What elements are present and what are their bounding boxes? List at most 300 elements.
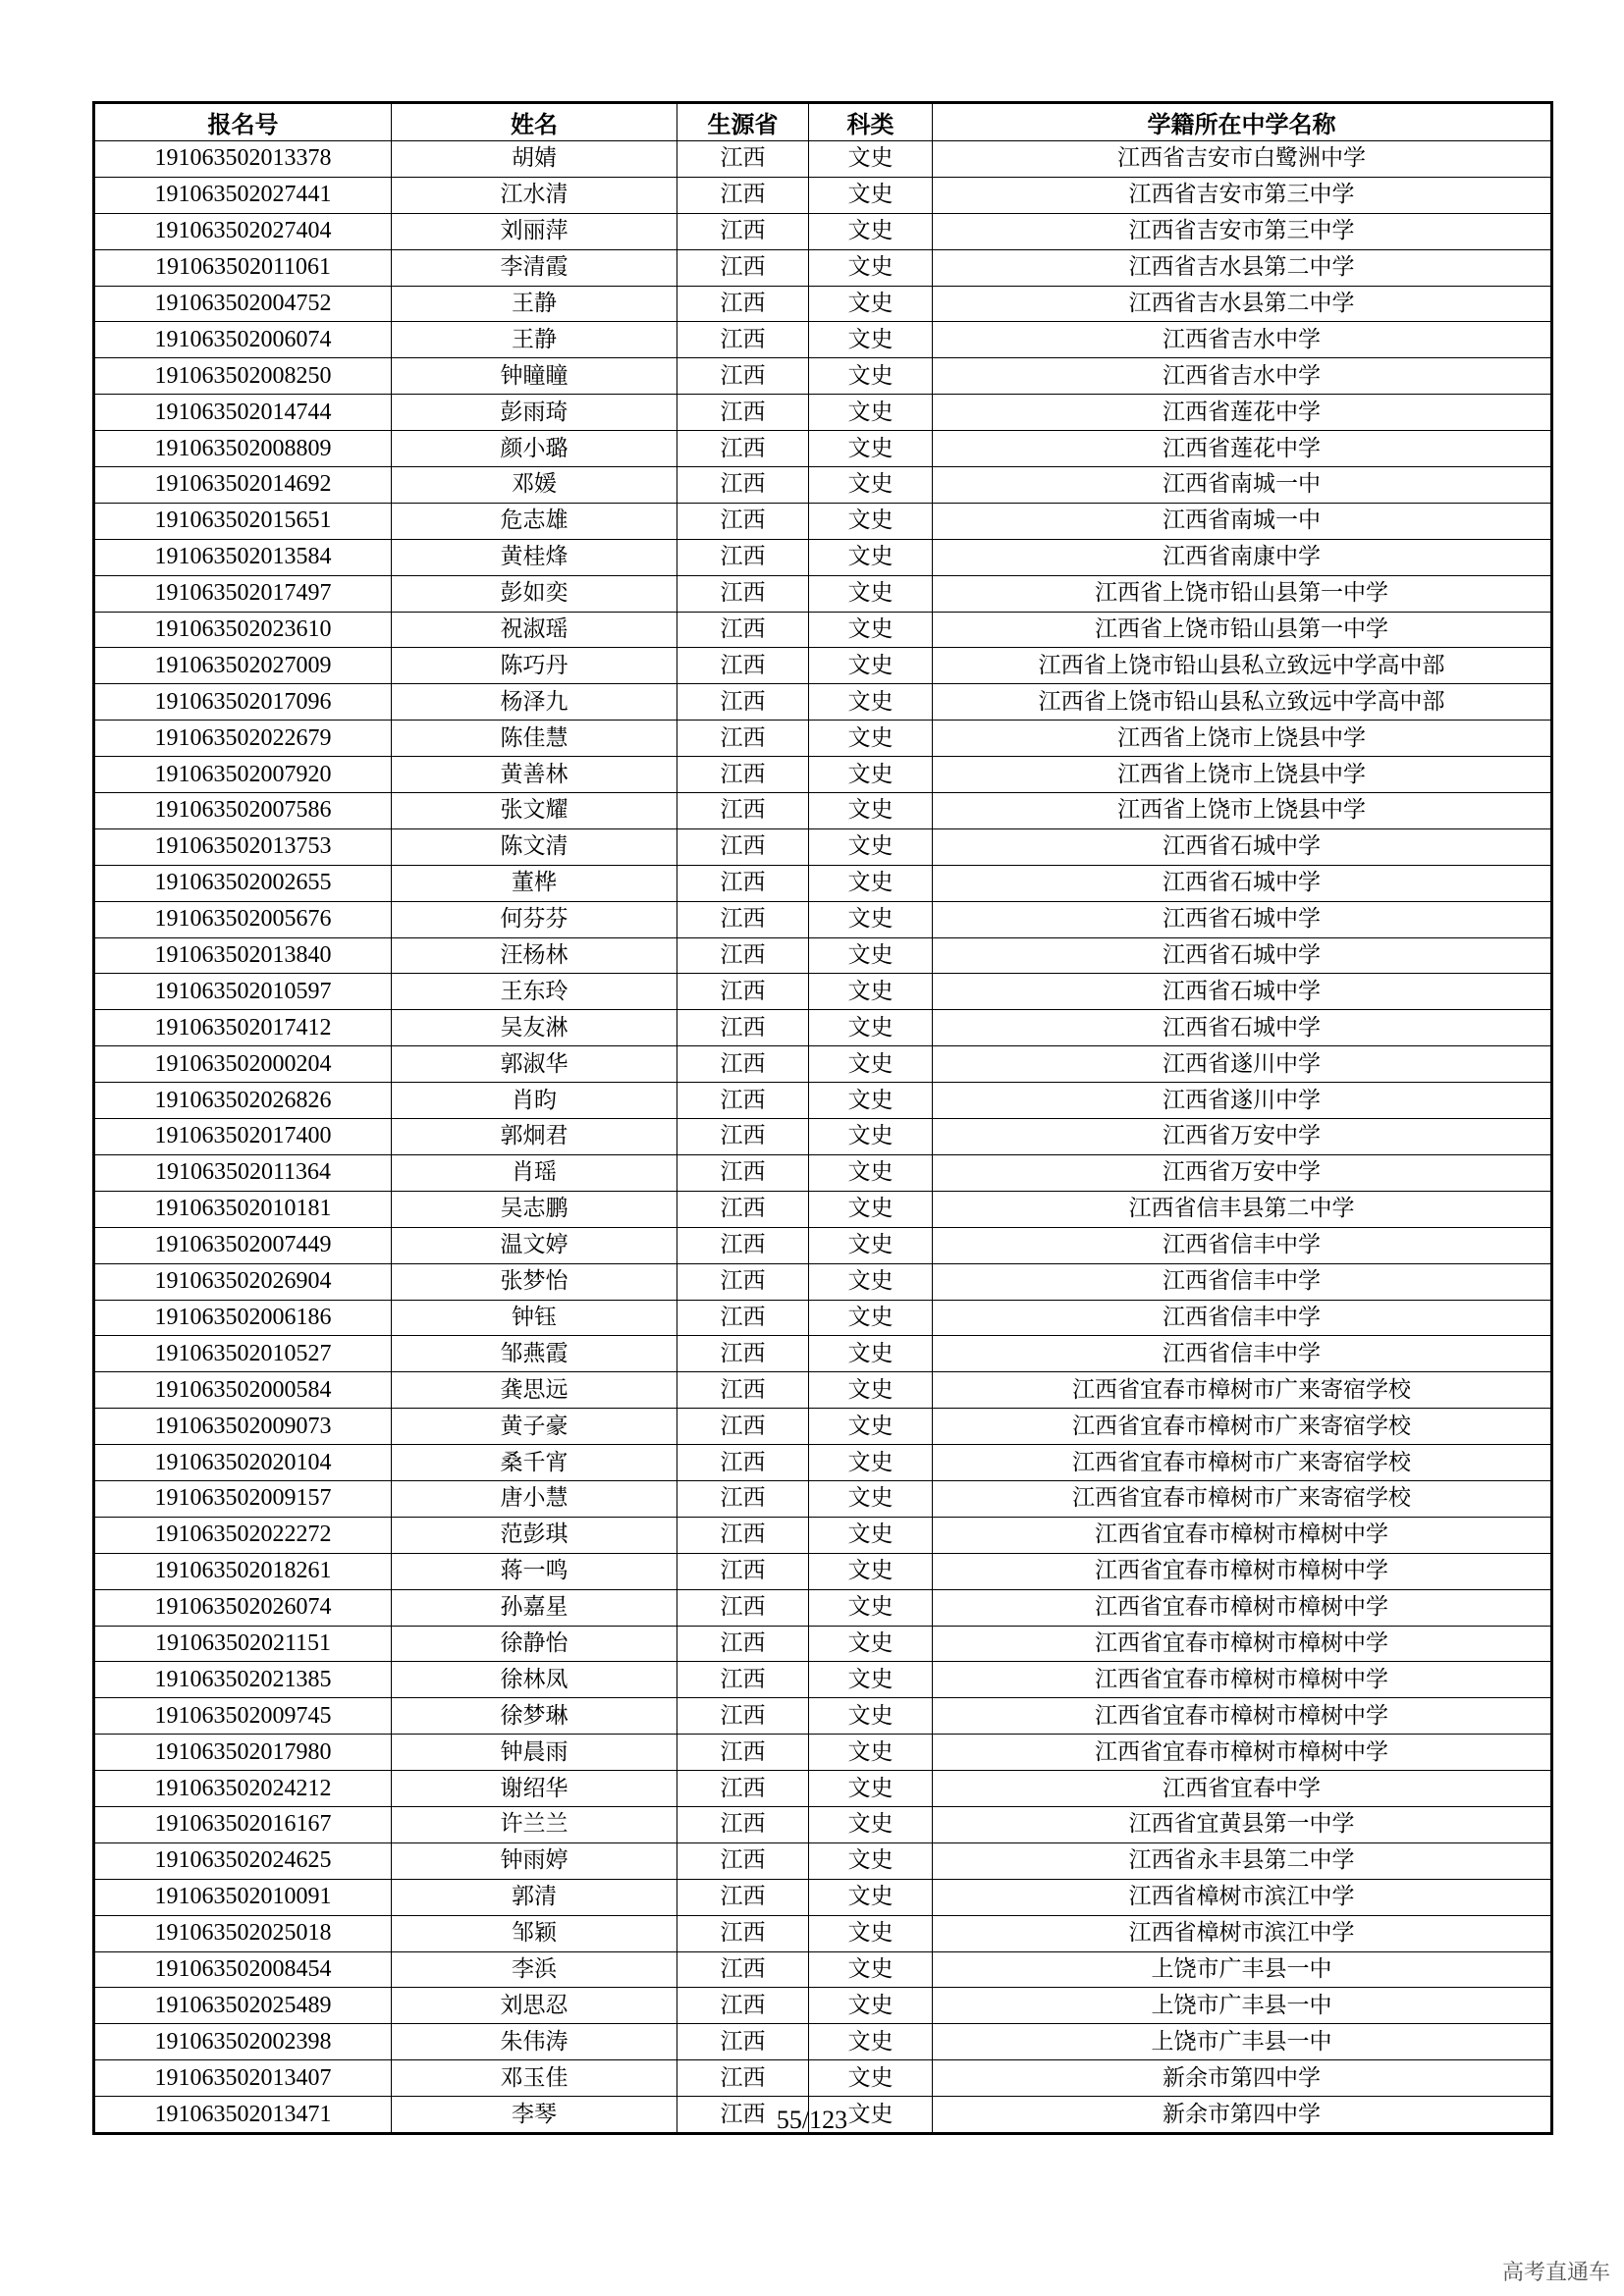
school-cell: 江西省万安中学 [933,1119,1552,1155]
table-row [94,1517,1552,1553]
name-cell: 孙嘉星 [392,1589,677,1626]
registration-number-cell: 191063502005676 [94,901,392,937]
province-cell: 江西 [677,1735,809,1771]
category-cell: 文史 [809,648,933,684]
school-cell: 江西省上饶市铅山县第一中学 [933,612,1552,648]
school-cell: 上饶市广丰县一中 [933,1988,1552,2024]
category-cell: 文史 [809,395,933,431]
table-row [94,1806,1552,1842]
registration-number-cell: 191063502009745 [94,1698,392,1735]
name-cell: 胡婧 [392,141,677,178]
category-cell: 文史 [809,1263,933,1300]
school-cell: 江西省宜春市樟树市樟树中学 [933,1517,1552,1553]
category-cell: 文史 [809,177,933,213]
table-row [94,322,1552,358]
school-cell: 江西省吉安市第三中学 [933,177,1552,213]
table-row [94,1771,1552,1807]
table-row [94,1227,1552,1263]
category-cell: 文史 [809,793,933,829]
registration-number-cell: 191063502013378 [94,141,392,178]
name-cell: 钟钰 [392,1300,677,1336]
school-cell: 江西省宜春市樟树市樟树中学 [933,1553,1552,1589]
registration-number-cell: 191063502015651 [94,503,392,539]
category-cell: 文史 [809,1372,933,1409]
category-cell: 文史 [809,467,933,504]
name-cell: 邓玉佳 [392,2060,677,2097]
school-cell: 江西省万安中学 [933,1154,1552,1191]
table-row [94,1263,1552,1300]
category-cell: 文史 [809,1409,933,1445]
province-cell: 江西 [677,648,809,684]
registration-number-cell: 191063502009157 [94,1480,392,1517]
school-cell: 江西省宜春市樟树市广来寄宿学校 [933,1409,1552,1445]
registration-number-cell: 191063502017980 [94,1735,392,1771]
table-row [94,865,1552,901]
registration-number-cell: 191063502021385 [94,1662,392,1698]
table-row [94,828,1552,865]
school-cell: 江西省信丰中学 [933,1263,1552,1300]
category-cell: 文史 [809,1589,933,1626]
category-cell: 文史 [809,684,933,721]
registration-number-cell: 191063502013840 [94,937,392,974]
name-cell: 郭清 [392,1879,677,1915]
province-cell: 江西 [677,937,809,974]
table-row [94,2024,1552,2060]
registration-number-cell: 191063502027009 [94,648,392,684]
school-cell: 江西省樟树市滨江中学 [933,1915,1552,1951]
registration-number-cell: 191063502010091 [94,1879,392,1915]
registration-number-cell: 191063502024625 [94,1842,392,1879]
school-cell: 江西省石城中学 [933,865,1552,901]
category-cell: 文史 [809,1227,933,1263]
school-cell: 江西省上饶市铅山县私立致远中学高中部 [933,684,1552,721]
province-cell: 江西 [677,1010,809,1046]
category-cell: 文史 [809,1445,933,1481]
category-cell: 文史 [809,1119,933,1155]
school-cell: 江西省遂川中学 [933,1083,1552,1119]
table-row [94,539,1552,575]
province-cell: 江西 [677,1372,809,1409]
school-cell: 江西省上饶市上饶县中学 [933,793,1552,829]
school-cell: 江西省石城中学 [933,974,1552,1010]
table-row [94,974,1552,1010]
school-cell: 江西省南城一中 [933,503,1552,539]
school-cell: 江西省宜春市樟树市樟树中学 [933,1698,1552,1735]
name-cell: 李浜 [392,1951,677,1988]
province-cell: 江西 [677,1154,809,1191]
school-cell: 江西省宜春市樟树市樟树中学 [933,1626,1552,1662]
school-cell: 江西省信丰中学 [933,1336,1552,1372]
name-cell: 江水清 [392,177,677,213]
registration-number-cell: 191063502007586 [94,793,392,829]
name-cell: 桑千宵 [392,1445,677,1481]
name-cell: 刘丽萍 [392,213,677,249]
province-cell: 江西 [677,757,809,793]
table-body [94,141,1552,2134]
registration-number-cell: 191063502022679 [94,721,392,757]
school-cell: 江西省吉水中学 [933,322,1552,358]
province-cell: 江西 [677,1988,809,2024]
school-cell: 江西省宜春市樟树市樟树中学 [933,1589,1552,1626]
province-cell: 江西 [677,1806,809,1842]
registration-number-cell: 191063502000584 [94,1372,392,1409]
category-cell: 文史 [809,2060,933,2097]
table-row [94,1336,1552,1372]
registration-number-cell: 191063502002398 [94,2024,392,2060]
province-cell: 江西 [677,974,809,1010]
province-cell: 江西 [677,1263,809,1300]
watermark: 高考直通车 [1501,2261,1610,2285]
registration-number-cell: 191063502017096 [94,684,392,721]
category-cell: 文史 [809,2024,933,2060]
province-cell: 江西 [677,1445,809,1481]
category-cell: 文史 [809,1842,933,1879]
name-cell: 汪杨林 [392,937,677,974]
registration-number-cell: 191063502017412 [94,1010,392,1046]
name-cell: 范彭琪 [392,1517,677,1553]
name-cell: 龚思远 [392,1372,677,1409]
school-cell: 江西省石城中学 [933,828,1552,865]
page-number: 55/123 [776,2106,848,2134]
table-row [94,1445,1552,1481]
registration-number-cell: 191063502006186 [94,1300,392,1336]
name-cell: 陈佳慧 [392,721,677,757]
registration-number-cell: 191063502006074 [94,322,392,358]
province-cell: 江西 [677,612,809,648]
table-row [94,1480,1552,1517]
name-cell: 邓媛 [392,467,677,504]
registration-number-cell: 191063502026074 [94,1589,392,1626]
registration-number-cell: 191063502026904 [94,1263,392,1300]
name-cell: 邹颖 [392,1915,677,1951]
school-cell: 江西省宜春市樟树市樟树中学 [933,1662,1552,1698]
school-cell: 江西省石城中学 [933,901,1552,937]
province-cell: 江西 [677,539,809,575]
category-cell: 文史 [809,575,933,612]
name-cell: 温文婷 [392,1227,677,1263]
province-cell: 江西 [677,2097,809,2134]
name-cell: 蒋一鸣 [392,1553,677,1589]
table-row [94,1083,1552,1119]
category-cell: 文史 [809,974,933,1010]
table-row [94,395,1552,431]
category-cell: 文史 [809,1083,933,1119]
province-cell: 江西 [677,1409,809,1445]
name-cell: 颜小璐 [392,431,677,467]
category-cell: 文史 [809,141,933,178]
province-cell: 江西 [677,358,809,395]
table-row [94,793,1552,829]
category-cell: 文史 [809,1915,933,1951]
name-cell: 肖瑶 [392,1154,677,1191]
province-cell: 江西 [677,575,809,612]
table-row [94,1698,1552,1735]
name-cell: 黄桂烽 [392,539,677,575]
registration-number-cell: 191063502007920 [94,757,392,793]
name-cell: 危志雄 [392,503,677,539]
school-cell: 江西省莲花中学 [933,395,1552,431]
table-row [94,575,1552,612]
registration-number-cell: 191063502008454 [94,1951,392,1988]
header-province: 生源省 [677,103,809,141]
registration-number-cell: 191063502018261 [94,1553,392,1589]
school-cell: 江西省宜黄县第一中学 [933,1806,1552,1842]
admission-roster-table [92,101,1553,2135]
province-cell: 江西 [677,1517,809,1553]
category-cell: 文史 [809,1662,933,1698]
province-cell: 江西 [677,1083,809,1119]
table-row [94,1553,1552,1589]
table-row [94,2060,1552,2097]
registration-number-cell: 191063502007449 [94,1227,392,1263]
header-name: 姓名 [392,103,677,141]
category-cell: 文史 [809,1191,933,1227]
school-cell: 江西省上饶市上饶县中学 [933,721,1552,757]
province-cell: 江西 [677,1879,809,1915]
province-cell: 江西 [677,828,809,865]
table-row [94,141,1552,178]
category-cell: 文史 [809,937,933,974]
category-cell: 文史 [809,721,933,757]
registration-number-cell: 191063502009073 [94,1409,392,1445]
name-cell: 朱伟涛 [392,2024,677,2060]
header-category: 科类 [809,103,933,141]
school-cell: 江西省上饶市铅山县私立致远中学高中部 [933,648,1552,684]
school-cell: 江西省石城中学 [933,1010,1552,1046]
category-cell: 文史 [809,249,933,286]
name-cell: 钟晨雨 [392,1735,677,1771]
table-row [94,431,1552,467]
province-cell: 江西 [677,1119,809,1155]
province-cell: 江西 [677,177,809,213]
province-cell: 江西 [677,1480,809,1517]
name-cell: 陈巧丹 [392,648,677,684]
province-cell: 江西 [677,2060,809,2097]
name-cell: 肖昀 [392,1083,677,1119]
province-cell: 江西 [677,721,809,757]
category-cell: 文史 [809,1336,933,1372]
school-cell: 上饶市广丰县一中 [933,1951,1552,1988]
category-cell: 文史 [809,539,933,575]
province-cell: 江西 [677,431,809,467]
table-row [94,1626,1552,1662]
table-row [94,1300,1552,1336]
category-cell: 文史 [809,865,933,901]
category-cell: 文史 [809,1806,933,1842]
category-cell: 文史 [809,503,933,539]
category-cell: 文史 [809,431,933,467]
table-row [94,1046,1552,1083]
registration-number-cell: 191063502023610 [94,612,392,648]
school-cell: 江西省上饶市上饶县中学 [933,757,1552,793]
registration-number-cell: 191063502025018 [94,1915,392,1951]
category-cell: 文史 [809,2097,933,2134]
category-cell: 文史 [809,1046,933,1083]
name-cell: 郭淑华 [392,1046,677,1083]
school-cell: 江西省石城中学 [933,937,1552,974]
category-cell: 文史 [809,1626,933,1662]
school-cell: 江西省宜春市樟树市樟树中学 [933,1735,1552,1771]
registration-number-cell: 191063502011364 [94,1154,392,1191]
school-cell: 江西省信丰中学 [933,1300,1552,1336]
name-cell: 彭雨琦 [392,395,677,431]
school-cell: 江西省宜春市樟树市广来寄宿学校 [933,1480,1552,1517]
table-row [94,1951,1552,1988]
header-registration-number: 报名号 [94,103,392,141]
table-row [94,358,1552,395]
province-cell: 江西 [677,793,809,829]
name-cell: 彭如奕 [392,575,677,612]
table-row [94,1735,1552,1771]
category-cell: 文史 [809,1879,933,1915]
category-cell: 文史 [809,286,933,322]
category-cell: 文史 [809,901,933,937]
name-cell: 黄子豪 [392,1409,677,1445]
registration-number-cell: 191063502008809 [94,431,392,467]
name-cell: 张文耀 [392,793,677,829]
province-cell: 江西 [677,1626,809,1662]
table-row [94,937,1552,974]
province-cell: 江西 [677,322,809,358]
school-cell: 江西省遂川中学 [933,1046,1552,1083]
category-cell: 文史 [809,1517,933,1553]
province-cell: 江西 [677,249,809,286]
province-cell: 江西 [677,901,809,937]
name-cell: 杨泽九 [392,684,677,721]
province-cell: 江西 [677,1951,809,1988]
name-cell: 唐小慧 [392,1480,677,1517]
school-cell: 江西省信丰中学 [933,1227,1552,1263]
school-cell: 江西省吉安市白鹭洲中学 [933,141,1552,178]
province-cell: 江西 [677,1336,809,1372]
name-cell: 李琴 [392,2097,677,2134]
table-row [94,1119,1552,1155]
category-cell: 文史 [809,1154,933,1191]
school-cell: 新余市第四中学 [933,2060,1552,2097]
name-cell: 徐林凤 [392,1662,677,1698]
province-cell: 江西 [677,1191,809,1227]
name-cell: 吴友淋 [392,1010,677,1046]
name-cell: 王东玲 [392,974,677,1010]
category-cell: 文史 [809,612,933,648]
school-cell: 江西省南城一中 [933,467,1552,504]
name-cell: 邹燕霞 [392,1336,677,1372]
province-cell: 江西 [677,467,809,504]
category-cell: 文史 [809,213,933,249]
table-row [94,1915,1552,1951]
name-cell: 钟瞳瞳 [392,358,677,395]
name-cell: 陈文清 [392,828,677,865]
school-cell: 新余市第四中学 [933,2097,1552,2134]
name-cell: 徐静怡 [392,1626,677,1662]
table-row [94,1409,1552,1445]
province-cell: 江西 [677,503,809,539]
table-row [94,1842,1552,1879]
table-row [94,249,1552,286]
province-cell: 江西 [677,213,809,249]
category-cell: 文史 [809,1735,933,1771]
registration-number-cell: 191063502027441 [94,177,392,213]
registration-number-cell: 191063502013407 [94,2060,392,2097]
table-row [94,1589,1552,1626]
header-school: 学籍所在中学名称 [933,103,1552,141]
school-cell: 江西省宜春市樟树市广来寄宿学校 [933,1372,1552,1409]
name-cell: 谢绍华 [392,1771,677,1807]
name-cell: 李清霞 [392,249,677,286]
name-cell: 王静 [392,286,677,322]
table-row [94,1372,1552,1409]
table-row [94,1879,1552,1915]
province-cell: 江西 [677,141,809,178]
name-cell: 祝淑瑶 [392,612,677,648]
province-cell: 江西 [677,2024,809,2060]
table-row [94,286,1552,322]
province-cell: 江西 [677,1227,809,1263]
table-row [94,503,1552,539]
registration-number-cell: 191063502017497 [94,575,392,612]
registration-number-cell: 191063502020104 [94,1445,392,1481]
table-row [94,213,1552,249]
province-cell: 江西 [677,395,809,431]
registration-number-cell: 191063502026826 [94,1083,392,1119]
registration-number-cell: 191063502010181 [94,1191,392,1227]
registration-number-cell: 191063502024212 [94,1771,392,1807]
name-cell: 钟雨婷 [392,1842,677,1879]
registration-number-cell: 191063502010527 [94,1336,392,1372]
school-cell: 江西省吉水中学 [933,358,1552,395]
category-cell: 文史 [809,1300,933,1336]
table-row [94,901,1552,937]
school-cell: 江西省宜春中学 [933,1771,1552,1807]
registration-number-cell: 191063502025489 [94,1988,392,2024]
category-cell: 文史 [809,757,933,793]
school-cell: 江西省南康中学 [933,539,1552,575]
table-row [94,648,1552,684]
province-cell: 江西 [677,1046,809,1083]
registration-number-cell: 191063502022272 [94,1517,392,1553]
registration-number-cell: 191063502014744 [94,395,392,431]
school-cell: 江西省吉水县第二中学 [933,286,1552,322]
province-cell: 江西 [677,1553,809,1589]
table-row [94,1662,1552,1698]
table-row [94,467,1552,504]
registration-number-cell: 191063502008250 [94,358,392,395]
category-cell: 文史 [809,828,933,865]
name-cell: 许兰兰 [392,1806,677,1842]
registration-number-cell: 191063502011061 [94,249,392,286]
name-cell: 董桦 [392,865,677,901]
province-cell: 江西 [677,684,809,721]
school-cell: 江西省樟树市滨江中学 [933,1879,1552,1915]
school-cell: 上饶市广丰县一中 [933,2024,1552,2060]
school-cell: 江西省吉水县第二中学 [933,249,1552,286]
province-cell: 江西 [677,286,809,322]
table-row [94,684,1552,721]
registration-number-cell: 191063502027404 [94,213,392,249]
registration-number-cell: 191063502013753 [94,828,392,865]
category-cell: 文史 [809,1010,933,1046]
table-row [94,612,1552,648]
table-row [94,721,1552,757]
category-cell: 文史 [809,1480,933,1517]
registration-number-cell: 191063502010597 [94,974,392,1010]
school-cell: 江西省永丰县第二中学 [933,1842,1552,1879]
province-cell: 江西 [677,1771,809,1807]
category-cell: 文史 [809,358,933,395]
name-cell: 张梦怡 [392,1263,677,1300]
name-cell: 郭炯君 [392,1119,677,1155]
category-cell: 文史 [809,322,933,358]
